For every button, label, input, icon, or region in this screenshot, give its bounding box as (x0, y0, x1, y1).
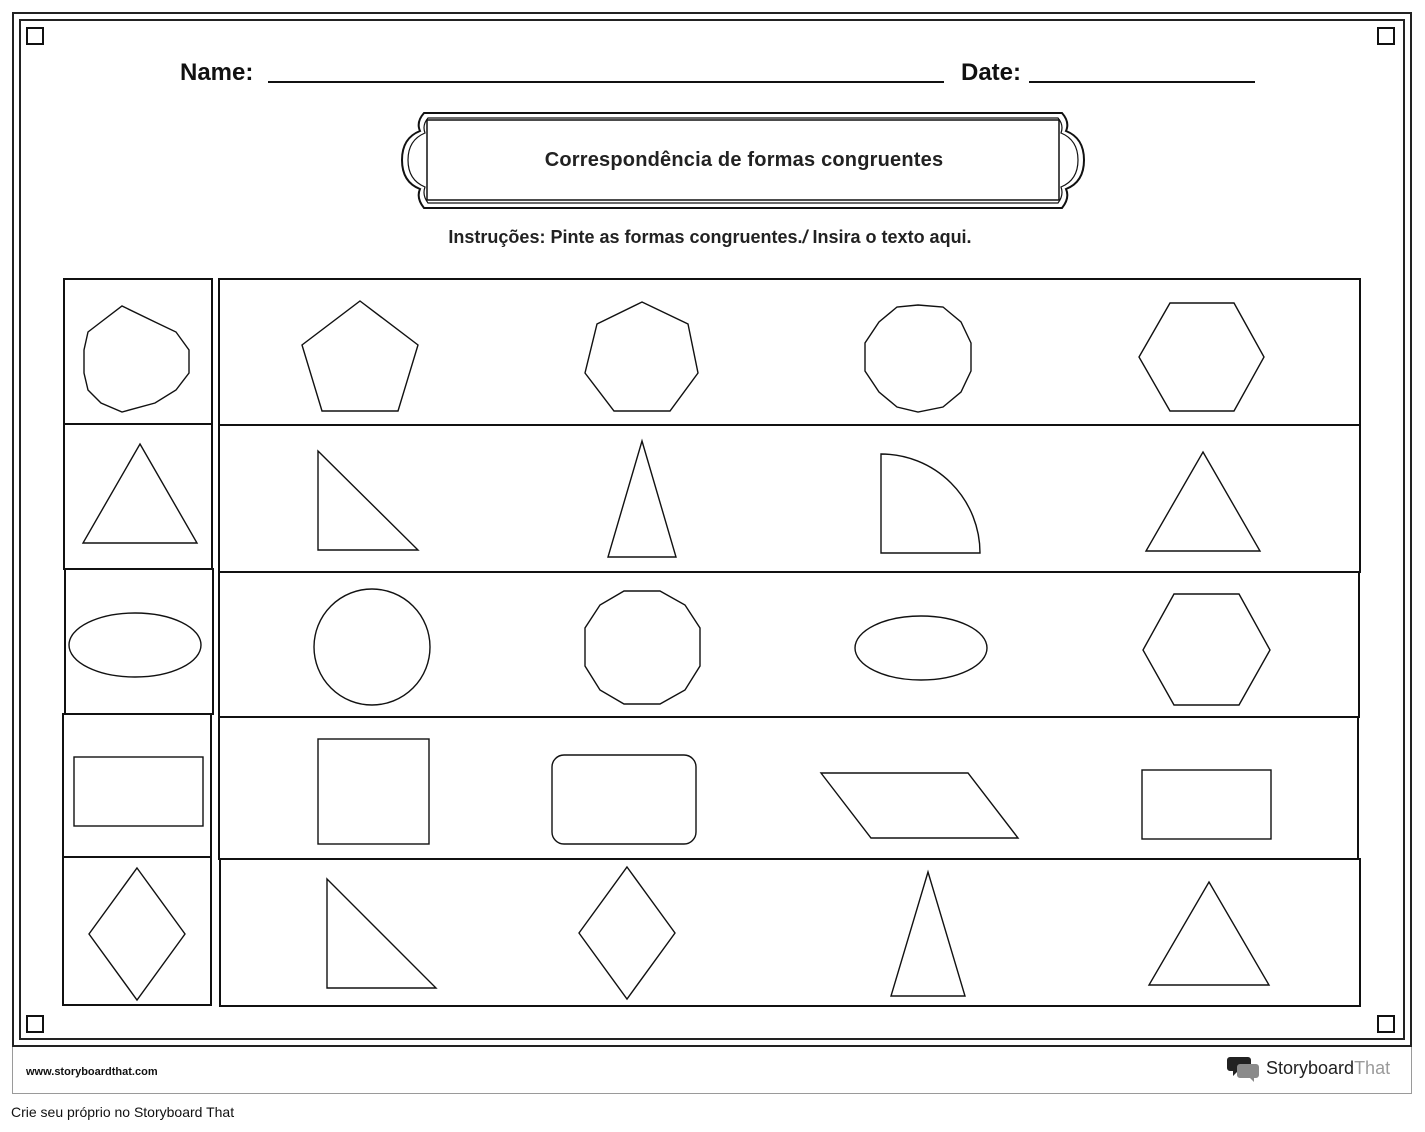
rhombus-shape[interactable] (579, 867, 675, 999)
square-shape[interactable] (318, 739, 429, 844)
right-triangle-shape[interactable] (318, 451, 418, 550)
instructions-separator: / (802, 227, 808, 247)
quarter-circle-shape[interactable] (881, 454, 980, 553)
right-triangle-shape[interactable] (327, 879, 436, 988)
instructions-text: Instruções: Pinte as formas congruentes. (448, 227, 803, 247)
caption-link[interactable]: Crie seu próprio no Storyboard That (11, 1104, 235, 1120)
footer-url[interactable]: www.storyboardthat.com (26, 1066, 158, 1078)
ellipse-shape[interactable] (69, 613, 201, 677)
brand-name (1266, 1058, 1390, 1079)
decagon-shape[interactable] (84, 306, 189, 412)
rectangle-shape[interactable] (74, 757, 203, 826)
isosceles-triangle-shape[interactable] (608, 441, 676, 557)
rectangle-shape[interactable] (1142, 770, 1271, 839)
brand-name-main: Storyboard (1266, 1057, 1355, 1078)
ellipse-shape[interactable] (855, 616, 987, 680)
instructions-placeholder[interactable]: Insira o texto aqui. (807, 227, 972, 247)
hexagon-shape[interactable] (1143, 594, 1270, 705)
hexagon-shape[interactable] (1139, 303, 1264, 411)
worksheet-title: Correspondência de formas congruentes (544, 149, 944, 171)
brand-name-suffix: That (1354, 1057, 1391, 1078)
decagon-shape[interactable] (865, 305, 971, 412)
circle-shape[interactable] (314, 589, 430, 705)
name-label: Name: (180, 59, 254, 86)
storyboardthat-logo[interactable] (1228, 1055, 1390, 1081)
parallelogram-shape[interactable] (821, 773, 1018, 838)
pentagon-shape[interactable] (302, 301, 418, 411)
isosceles-triangle-shape[interactable] (891, 872, 965, 996)
equilateral-triangle-shape[interactable] (83, 444, 197, 543)
speech-bubbles-icon (1228, 1055, 1260, 1081)
decagon-shape[interactable] (585, 591, 700, 704)
rounded-rectangle-shape[interactable] (552, 755, 696, 844)
heptagon-shape[interactable] (585, 302, 698, 411)
date-label: Date: (961, 59, 1022, 86)
equilateral-triangle-shape[interactable] (1149, 882, 1269, 985)
equilateral-triangle-shape[interactable] (1146, 452, 1260, 551)
rhombus-shape[interactable] (89, 868, 185, 1000)
